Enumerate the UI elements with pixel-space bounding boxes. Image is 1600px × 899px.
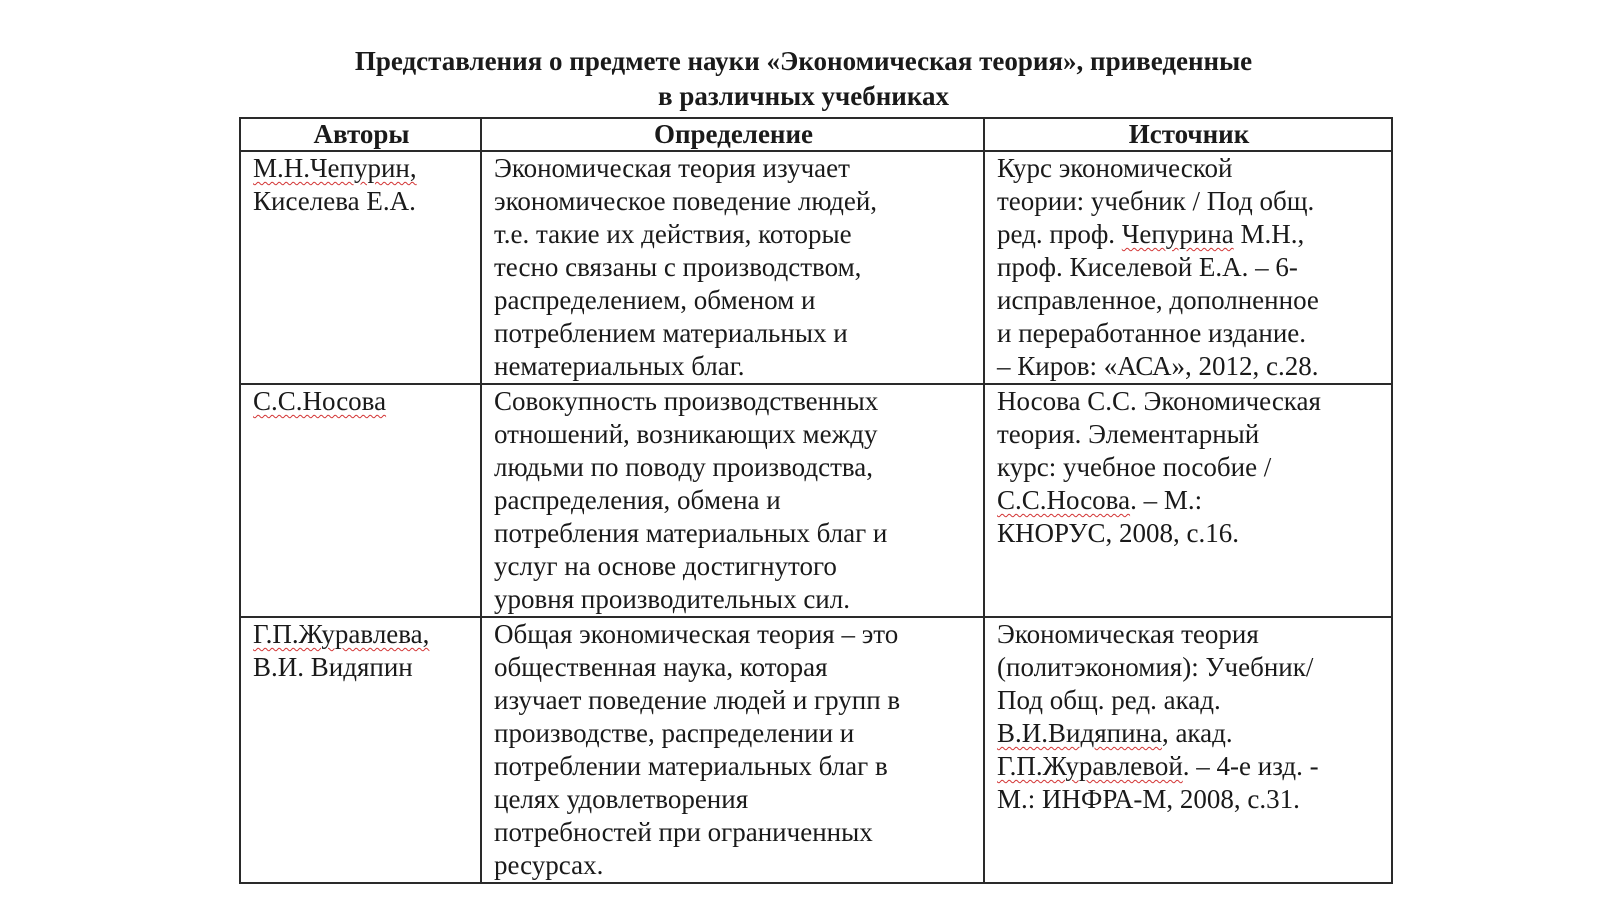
table-row bbox=[240, 384, 1392, 617]
authors-cell bbox=[240, 617, 481, 883]
title-line-1: Представления о предмете науки «Экономическая теория», приведенные bbox=[354, 46, 1253, 76]
source-line: теория. Элементарный bbox=[997, 419, 1260, 449]
source-line: М.: ИНФРА-М, 2008, с.31. bbox=[997, 784, 1300, 814]
table-row bbox=[240, 151, 1392, 384]
definition-line: Общая экономическая теория – это bbox=[494, 619, 899, 649]
definition-line: Экономическая теория изучает bbox=[494, 153, 850, 183]
title-line-2: в различных учебниках bbox=[658, 81, 949, 111]
source-line bbox=[997, 218, 1381, 251]
definition-line: тесно связаны с производством, bbox=[494, 252, 862, 282]
source-line: Под общ. ред. акад. bbox=[997, 685, 1221, 715]
source-line: Экономическая теория bbox=[997, 619, 1259, 649]
source-author-name: С.С.Носова bbox=[997, 485, 1131, 515]
definition-cell bbox=[481, 617, 984, 883]
table-row bbox=[240, 617, 1392, 883]
definition-line: нематериальных благ. bbox=[494, 351, 745, 381]
source-text: М.Н., bbox=[1233, 219, 1305, 249]
definitions-table bbox=[239, 117, 1393, 884]
definition-line: производстве, распределении и bbox=[494, 718, 855, 748]
definition-line: ресурсах. bbox=[494, 850, 604, 880]
source-line: и переработанное издание. bbox=[997, 318, 1307, 348]
author-name: М.Н.Чепурин, bbox=[253, 153, 417, 183]
definition-line: общественная наука, которая bbox=[494, 652, 828, 682]
definition-line: распределения, обмена и bbox=[494, 485, 781, 515]
source-line: (политэкономия): Учебник/ bbox=[997, 652, 1314, 682]
source-text: ред. проф. bbox=[997, 219, 1122, 249]
source-author-name: Чепурина bbox=[1121, 219, 1234, 249]
source-line bbox=[997, 484, 1381, 517]
source-line: курс: учебное пособие / bbox=[997, 452, 1272, 482]
source-line: КНОРУС, 2008, с.16. bbox=[997, 518, 1239, 548]
definition-line: экономическое поведение людей, bbox=[494, 186, 878, 216]
definition-line: потреблением материальных и bbox=[494, 318, 848, 348]
author-name: Киселева Е.А. bbox=[253, 186, 416, 216]
author-name: В.И. Видяпин bbox=[253, 652, 413, 682]
column-header-authors: Авторы bbox=[240, 118, 481, 151]
source-cell bbox=[984, 384, 1392, 617]
definition-line: уровня производительных сил. bbox=[494, 584, 850, 614]
source-line: Носова С.С. Экономическая bbox=[997, 386, 1321, 416]
table-header-row bbox=[240, 118, 1392, 151]
source-line: – Киров: «АСА», 2012, с.28. bbox=[997, 351, 1319, 381]
source-text: , акад. bbox=[1161, 718, 1233, 748]
definition-line: потреблении материальных благ в bbox=[494, 751, 888, 781]
source-author-name: Г.П.Журавлевой bbox=[997, 751, 1183, 781]
definition-cell bbox=[481, 151, 984, 384]
source-author-name: В.И.Видяпина bbox=[997, 718, 1162, 748]
definition-line: отношений, возникающих между bbox=[494, 419, 878, 449]
source-line: теории: учебник / Под общ. bbox=[997, 186, 1315, 216]
definition-line: потребления материальных благ и bbox=[494, 518, 888, 548]
definition-line: распределением, обменом и bbox=[494, 285, 816, 315]
definition-line: людьми по поводу производства, bbox=[494, 452, 874, 482]
source-line bbox=[997, 717, 1381, 750]
definition-line: услуг на основе достигнутого bbox=[494, 551, 837, 581]
column-header-source: Источник bbox=[984, 118, 1392, 151]
column-header-definition: Определение bbox=[481, 118, 984, 151]
definition-line: изучает поведение людей и групп в bbox=[494, 685, 901, 715]
source-line bbox=[997, 750, 1381, 783]
definition-line: Совокупность производственных bbox=[494, 386, 879, 416]
definition-line: целях удовлетворения bbox=[494, 784, 749, 814]
definition-line: потребностей при ограниченных bbox=[494, 817, 873, 847]
authors-cell bbox=[240, 151, 481, 384]
authors-cell bbox=[240, 384, 481, 617]
source-cell bbox=[984, 151, 1392, 384]
source-text: . – 4-е изд. - bbox=[1182, 751, 1319, 781]
author-name: С.С.Носова bbox=[253, 386, 387, 416]
definition-line: т.е. такие их действия, которые bbox=[494, 219, 852, 249]
source-line: Курс экономической bbox=[997, 153, 1233, 183]
page-title bbox=[240, 44, 1367, 114]
definition-cell bbox=[481, 384, 984, 617]
source-cell bbox=[984, 617, 1392, 883]
author-name: Г.П.Журавлева, bbox=[253, 619, 430, 649]
source-text: . – М.: bbox=[1130, 485, 1203, 515]
source-line: исправленное, дополненное bbox=[997, 285, 1319, 315]
source-line: проф. Киселевой Е.А. – 6- bbox=[997, 252, 1298, 282]
